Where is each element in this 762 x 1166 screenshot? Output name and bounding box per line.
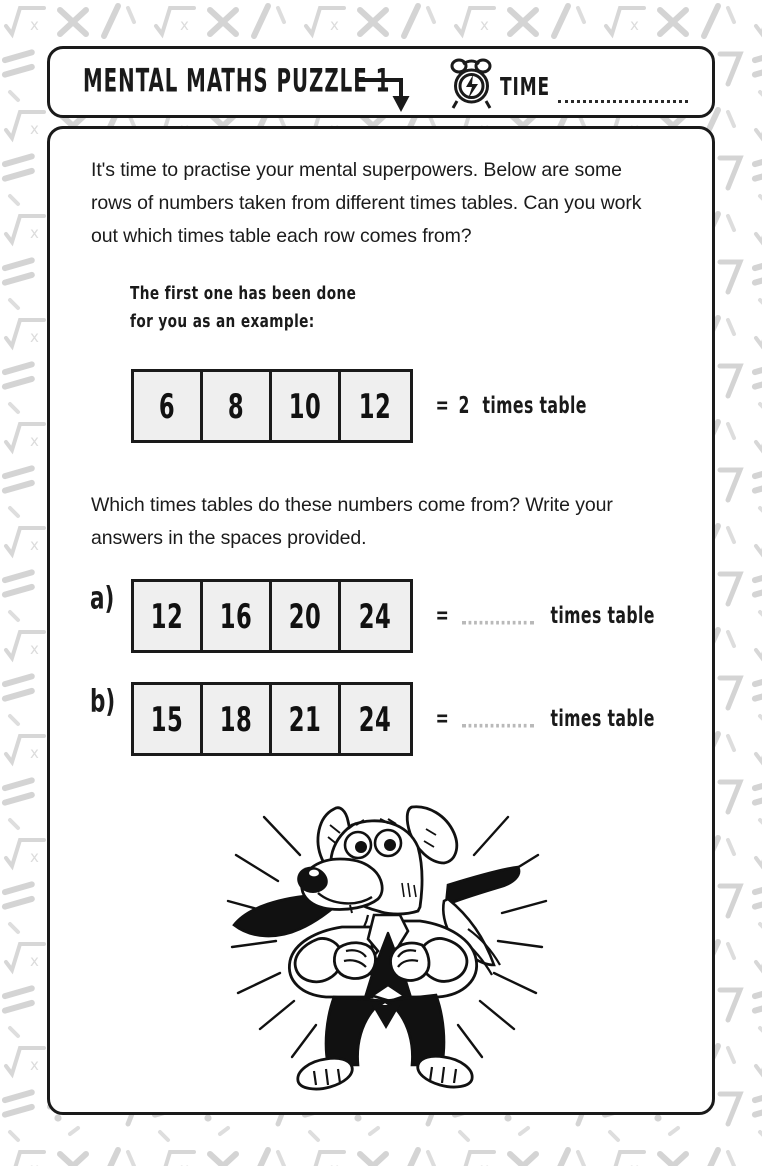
example-answer-value: 2 [458,392,470,420]
number-box: 12 [341,372,410,440]
number-box: 10 [272,372,341,440]
answer-input-b[interactable] [462,721,534,727]
header-card [47,46,715,118]
question-paragraph: Which times tables do these numbers come from? Write your answers in the spaces provided. [91,494,613,549]
superhero-dog-icon [222,789,552,1094]
example-number-row [131,369,591,443]
time-label: TIME [500,72,551,101]
elbow-arrow-down-icon [354,71,416,113]
number-box: 18 [203,685,272,753]
answer-b-text [435,705,659,733]
number-box: 16 [203,582,272,650]
intro-paragraph: It's time to practise your mental superpowers. Below are some rows of numbers taken from different times tables. Can you work out which times table each row comes from? [91,159,642,247]
page-title: MENTAL MATHS PUZZLE 1 [83,62,391,100]
example-answer-text [435,392,591,420]
time-input-line[interactable] [558,96,688,103]
example-note-line-2: for you as an example: [130,310,315,332]
row-label-b: b) [90,684,116,720]
number-box-group [131,579,413,653]
equals-sign: = [435,602,450,630]
number-box: 15 [134,685,203,753]
equals-sign: = [435,392,450,420]
example-note [130,279,356,335]
alarm-clock-icon [449,57,495,109]
number-box: 20 [272,582,341,650]
answer-input-a[interactable] [462,618,534,624]
answer-row-a [131,579,659,653]
number-box: 24 [341,582,410,650]
number-box: 12 [134,582,203,650]
number-box: 21 [272,685,341,753]
number-box: 24 [341,685,410,753]
times-table-suffix: times table [550,705,655,733]
number-box: 8 [203,372,272,440]
number-box-group [131,369,413,443]
number-box-group [131,682,413,756]
main-content-card [47,126,715,1115]
times-table-suffix: times table [482,392,587,420]
example-note-line-1: The first one has been done [130,282,357,304]
answer-a-text [435,602,659,630]
number-box: 6 [134,372,203,440]
row-label-a: a) [90,581,115,617]
times-table-suffix: times table [550,602,655,630]
equals-sign: = [435,705,450,733]
answer-row-b [131,682,659,756]
